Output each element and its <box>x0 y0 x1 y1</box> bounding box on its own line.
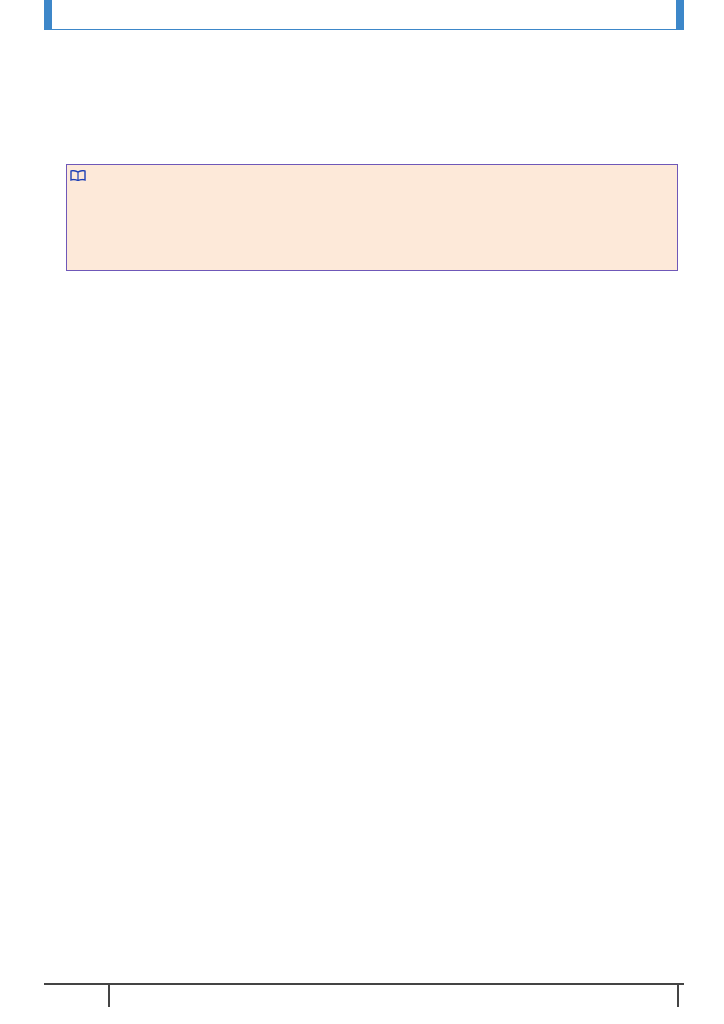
header-rule <box>44 29 684 30</box>
header-accent-bar-right <box>676 0 684 30</box>
footer-divider-right <box>677 985 679 1007</box>
footer-divider <box>108 985 110 1007</box>
footer-rule <box>44 983 684 985</box>
exercise-line-1 <box>70 168 88 184</box>
header-accent-bar-left <box>44 0 52 30</box>
exercise-box <box>66 164 678 271</box>
book-icon <box>70 170 86 181</box>
